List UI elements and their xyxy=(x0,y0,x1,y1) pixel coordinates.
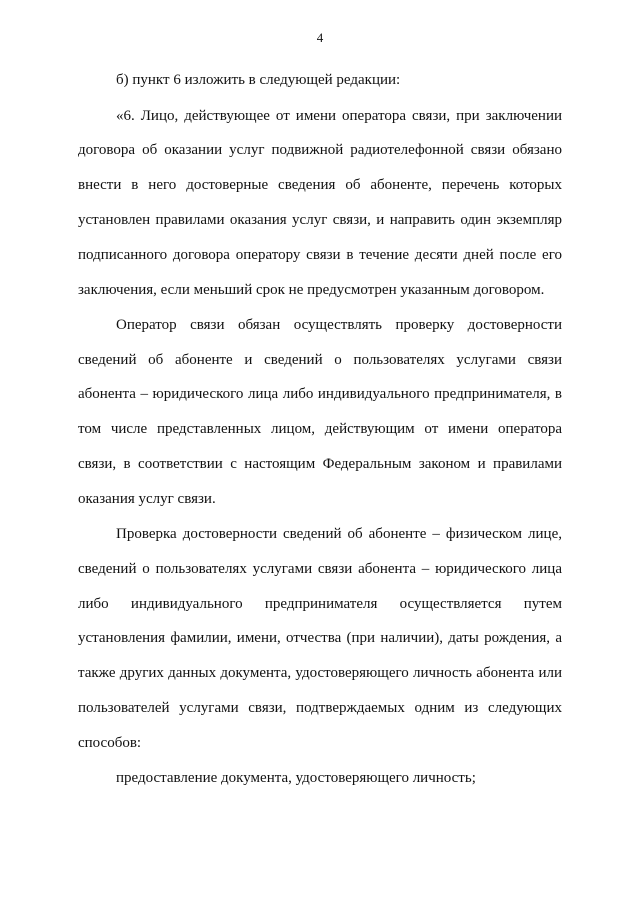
text-line: установлен правилами оказания услуг связи, и направить один экземпляр xyxy=(78,212,562,228)
text-line: подписанного договора оператору связи в течение десяти дней после его xyxy=(78,247,562,263)
text-line: договора об оказании услуг подвижной радиотелефонной связи обязано xyxy=(78,142,562,158)
text-line: Проверка достоверности сведений об абоненте – физическом лице, xyxy=(116,526,562,542)
page-number: 4 xyxy=(316,30,324,45)
text-line: установления фамилии, имени, отчества (при наличии), даты рождения, а xyxy=(78,630,562,646)
text-line: сведений о пользователях услугами связи абонента – юридического лица xyxy=(78,561,562,577)
text-line: том числе представленных лицом, действующим от имени оператора xyxy=(78,421,562,437)
text-line: б) пункт 6 изложить в следующей редакции: xyxy=(116,72,401,88)
text-line: заключения, если меньший срок не предусмотрен указанным договором. xyxy=(78,282,545,298)
text-line: пользователей услугами связи, подтверждаемых одним из следующих xyxy=(78,700,562,716)
text-line: внести в него достоверные сведения об абоненте, перечень которых xyxy=(78,177,562,193)
text-line: предоставление документа, удостоверяющего личность; xyxy=(116,770,476,786)
text-line: либо индивидуального предпринимателя осуществляется путем xyxy=(78,596,562,612)
text-line: «6. Лицо, действующее от имени оператора связи, при заключении xyxy=(116,108,562,124)
text-line: связи, в соответствии с настоящим Федеральным законом и правилами xyxy=(78,456,562,472)
text-line: также других данных документа, удостоверяющего личность абонента или xyxy=(78,665,562,681)
text-line: Оператор связи обязан осуществлять проверку достоверности xyxy=(116,317,562,333)
text-line: оказания услуг связи. xyxy=(78,491,216,507)
text-line: абонента – юридического лица либо индивидуального предпринимателя, в xyxy=(78,386,562,402)
text-line: способов: xyxy=(78,735,142,751)
text-line: сведений об абоненте и сведений о пользователях услугами связи xyxy=(78,352,562,368)
